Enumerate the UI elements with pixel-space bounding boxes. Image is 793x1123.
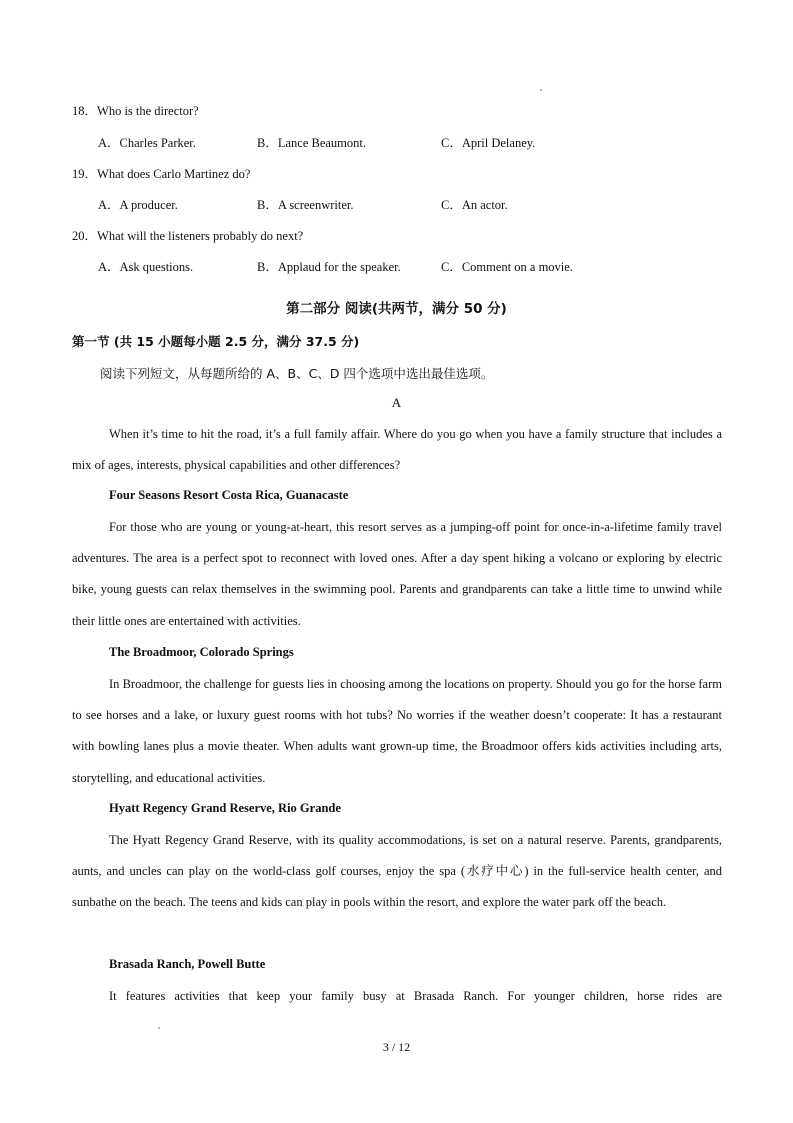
scan-speck [158,1027,160,1029]
subheading-hyatt: Hyatt Regency Grand Reserve, Rio Grande [109,801,341,815]
passage-label: A [391,395,402,410]
subheading-four-seasons: Four Seasons Resort Costa Rica, Guanacaste [109,488,349,502]
option-b: B．Applaud for the speaker. [257,260,401,274]
paragraph-brasada: It features activities that keep your family busy at Brasada Ranch. For younger children, horse rides are [109,989,722,1003]
option-a: A．Charles Parker. [98,136,196,150]
question-text: What does Carlo Martinez do? [97,167,251,181]
option-c: C．Comment on a movie. [441,260,573,274]
section-heading: 第一节 (共 15 小题每小题 2.5 分，满分 37.5 分) [72,334,360,349]
page-number: 3 / 12 [382,1040,411,1054]
question-text: What will the listeners probably do next? [97,229,304,243]
option-a: A．A producer. [98,198,178,212]
question-number: 19． [72,167,98,181]
option-c: C．An actor. [441,198,508,212]
option-a: A．Ask questions. [98,260,194,274]
instructions: 阅读下列短文，从每题所给的 A、B、C、D 四个选项中选出最佳选项。 [100,366,494,381]
question-text: Who is the director? [97,104,199,118]
paragraph-hyatt: The Hyatt Regency Grand Reserve, with its quality accommodations, is set on a natural reserve. Parents, grandparents, aunts, and uncles can play on the world-class golf courses, enjoy the spa (水疗中心) in the full-service health center, and sunbathe on the beach. The teens and kids can play in pools within the resort, and explore the water park off the beach. [72,833,722,910]
question-20 [72,228,303,244]
scan-speck [540,89,542,91]
paragraph-four-seasons: For those who are young or young-at-heart, this resort serves as a jumping-off point for once-in-a-lifetime family travel adventures. The area is a perfect spot to reconnect with loved ones. After a day spent hiking a volcano or exploring by electric bike, young guests can relax themselves in the swimming pool. Parents and grandparents can take a little time to unwind while their little ones are entertained with activities. [72,520,722,628]
question-number: 18． [72,104,98,118]
part-heading: 第二部分 阅读(共两节，满分 50 分) [286,301,507,317]
option-b: B．Lance Beaumont. [257,136,366,150]
paragraph-broadmoor: In Broadmoor, the challenge for guests lies in choosing among the locations on property. Should you go for the horse farm to see horses and a lake, or luxury guest rooms with hot tubs? No worries if the weather doesn’t cooperate: It has a restaurant with bowling lanes plus a movie theater. When adults want grown-up time, the Broadmoor offers kids activities including arts, storytelling, and educational activities. [72,677,722,785]
passage-intro: When it’s time to hit the road, it’s a full family affair. Where do you go when you have a family structure that includes a mix of ages, interests, physical capabilities and other differences? [72,427,722,473]
option-b: B．A screenwriter. [257,198,354,212]
question-number: 20． [72,229,98,243]
option-c: C．April Delaney. [441,136,536,150]
question-18 [72,103,199,119]
question-19 [72,166,250,182]
subheading-broadmoor: The Broadmoor, Colorado Springs [109,645,294,659]
subheading-brasada: Brasada Ranch, Powell Butte [109,957,266,971]
